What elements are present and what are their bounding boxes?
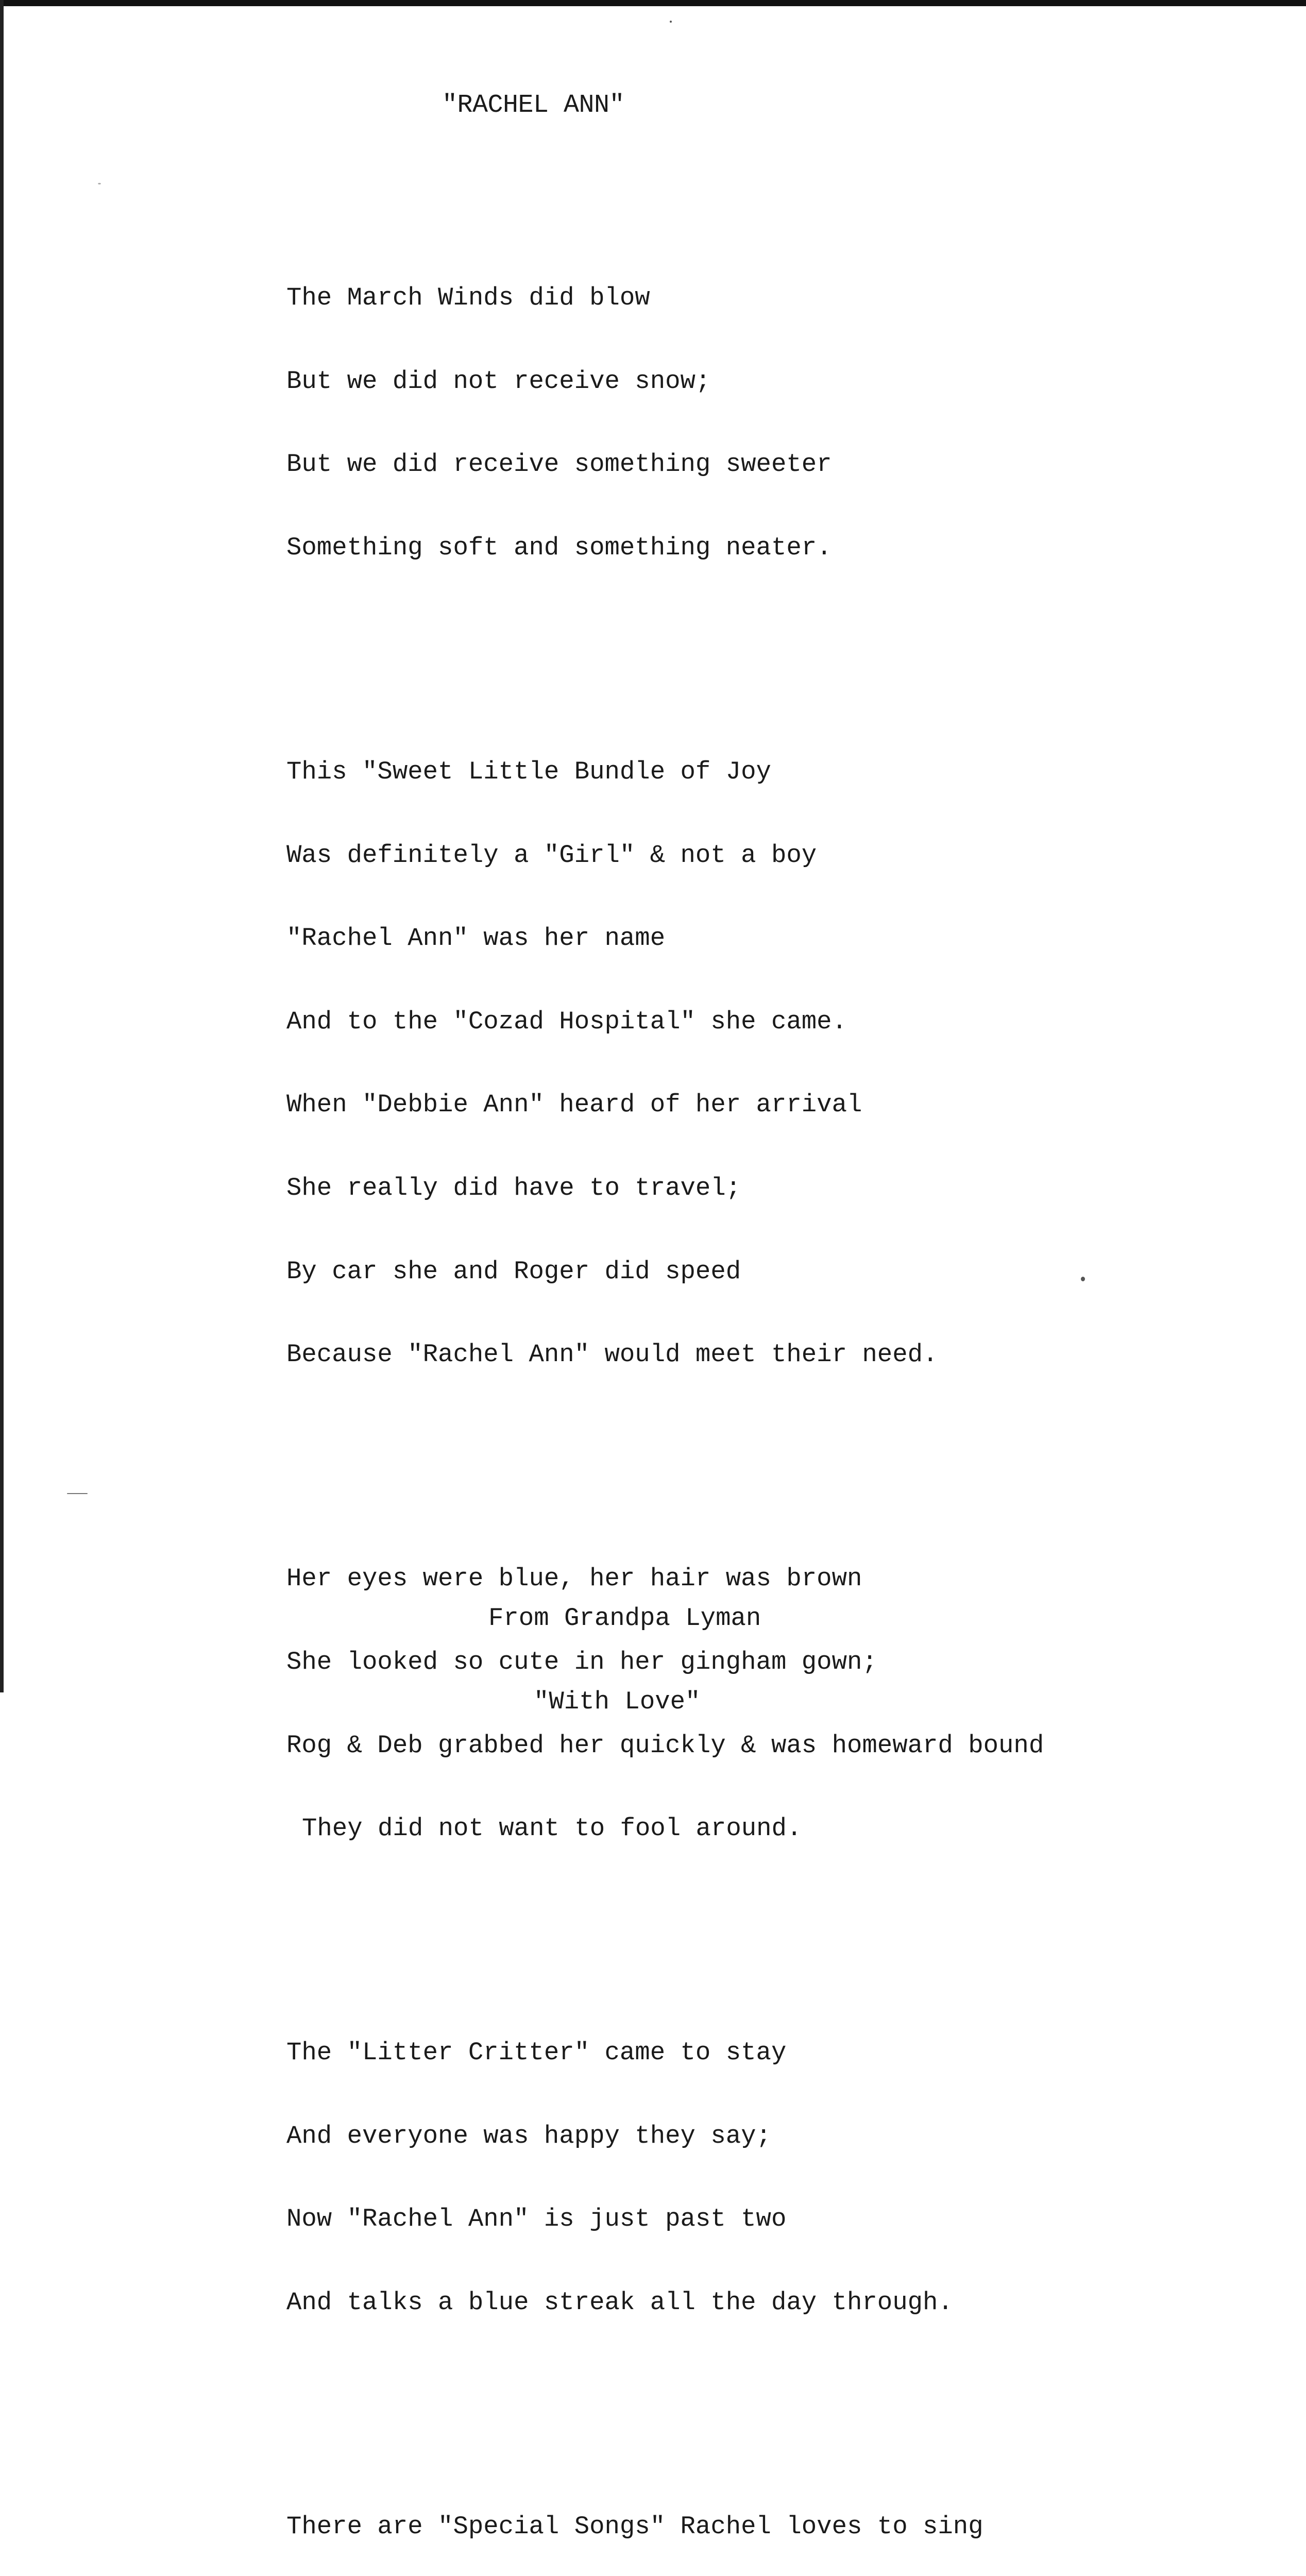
poem-line: "Rachel Ann" was her name — [286, 924, 666, 953]
poem-line: Her eyes were blue, her hair was brown — [286, 1564, 862, 1594]
poem-line: The March Winds did blow — [286, 283, 650, 312]
stanza-4 — [286, 1982, 1044, 2373]
poem-line: But we did receive something sweeter — [286, 450, 832, 479]
scan-speck — [670, 21, 672, 23]
poem-line: The "Litter Critter" came to stay — [286, 2038, 787, 2067]
signoff — [0, 1548, 1306, 1772]
poem-line: Something soft and something neater. — [286, 533, 832, 562]
scan-speck — [1081, 1277, 1085, 1281]
poem-line: Was definitely a "Girl" & not a boy — [286, 840, 817, 870]
poem-line: And to the "Cozad Hospital" she came. — [286, 1007, 847, 1036]
scan-speck — [67, 1493, 88, 1494]
signoff-closing: "With Love" — [534, 1687, 701, 1716]
scan-speck — [98, 183, 101, 184]
stanza-2 — [286, 702, 1044, 1426]
poem-line: This "Sweet Little Bundle of Joy — [286, 757, 771, 786]
poem-line: Rog & Deb grabbed her quickly & was homeward bound — [286, 1731, 1044, 1760]
scan-top-edge — [0, 0, 1306, 6]
poem-body — [286, 170, 1044, 2576]
stanza-5 — [286, 2456, 1044, 2576]
poem-line: They did not want to fool around. — [302, 1814, 802, 1843]
poem-line: She looked so cute in her gingham gown; — [286, 1647, 877, 1676]
poem-line: And talks a blue streak all the day through. — [286, 2288, 953, 2317]
signoff-from: From Grandpa Lyman — [488, 1604, 761, 1633]
stanza-1 — [286, 228, 1044, 618]
poem-line: And everyone was happy they say; — [286, 2121, 771, 2150]
poem-line: She really did have to travel; — [286, 1173, 741, 1202]
poem-line: Now "Rachel Ann" is just past two — [286, 2205, 787, 2234]
poem-line: But we did not receive snow; — [286, 366, 711, 396]
poem-line: Because "Rachel Ann" would meet their need. — [286, 1340, 938, 1369]
poem-line: There are "Special Songs" Rachel loves to sing — [286, 2512, 983, 2541]
poem-line: When "Debbie Ann" heard of her arrival — [286, 1090, 862, 1120]
scan-left-edge — [0, 0, 4, 1692]
poem-line: By car she and Roger did speed — [286, 1257, 741, 1286]
poem-title: "RACHEL ANN" — [442, 91, 625, 120]
